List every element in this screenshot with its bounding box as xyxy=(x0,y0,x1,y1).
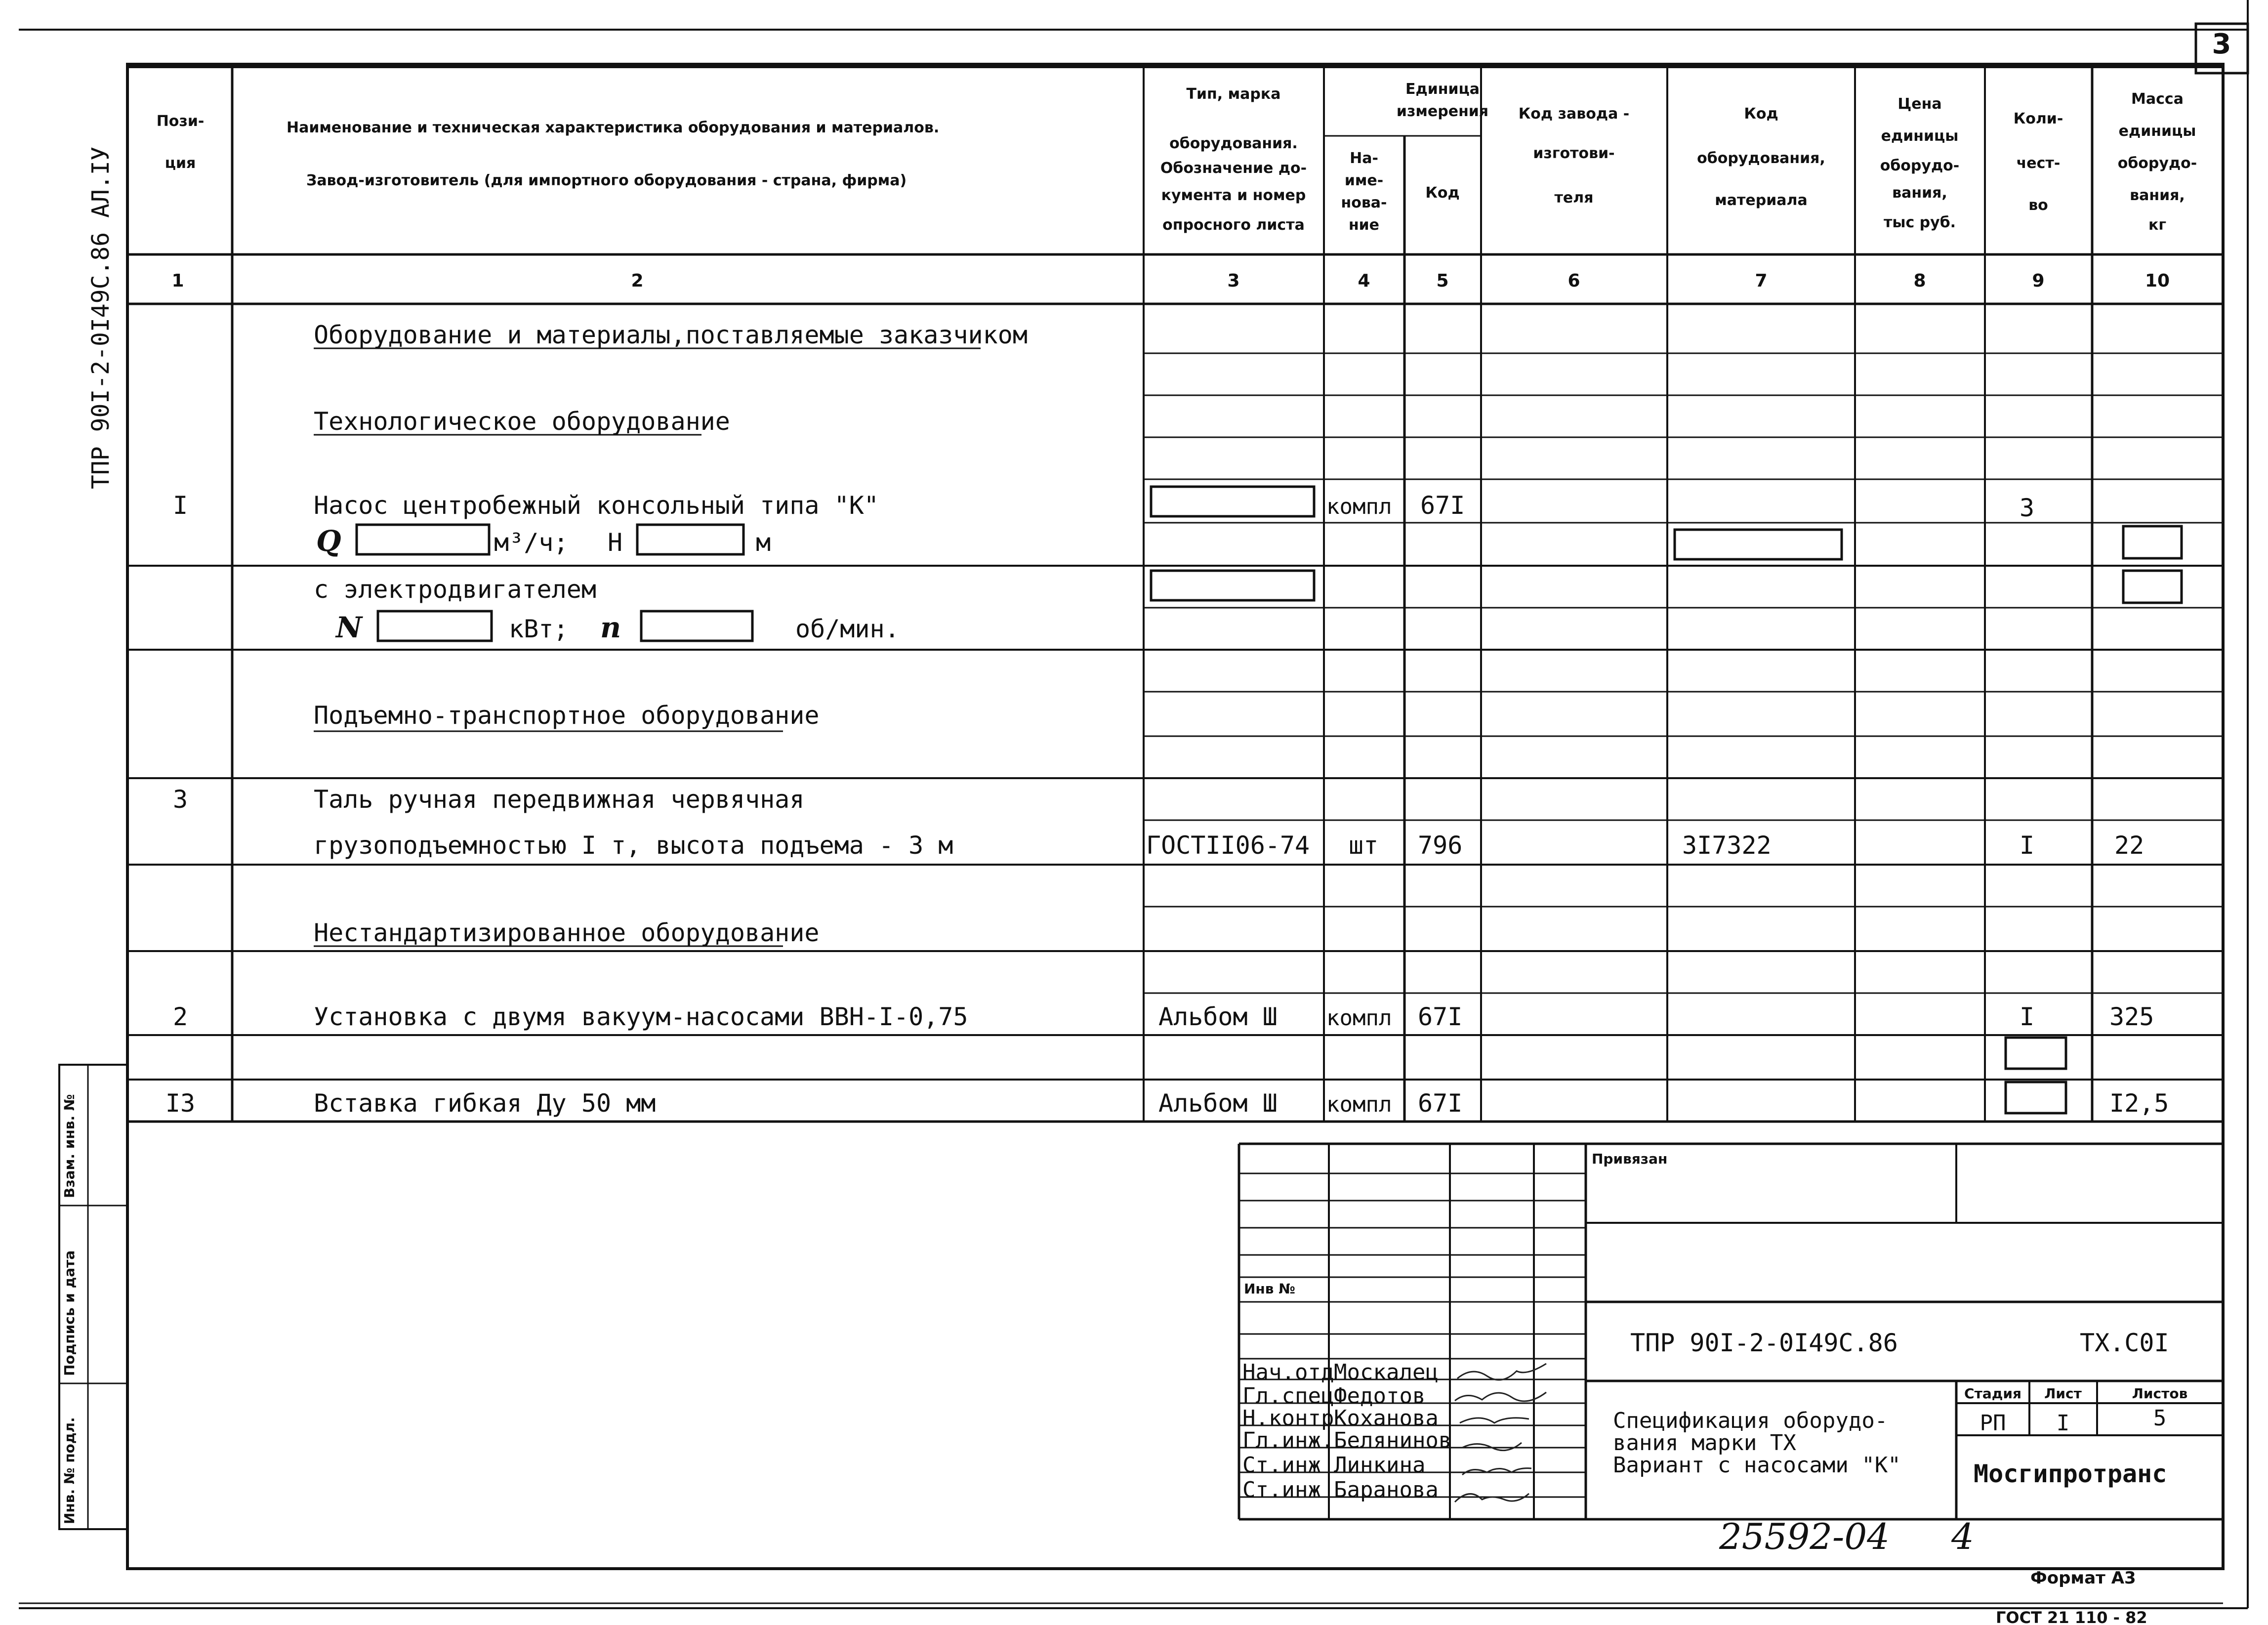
svg-text:измерения: измерения xyxy=(1396,103,1489,120)
n-label: N xyxy=(336,611,363,644)
header-unit xyxy=(1341,81,1488,234)
header-position xyxy=(157,113,205,172)
header-quantity xyxy=(2014,110,2063,214)
svg-text:оборудования,: оборудования, xyxy=(1697,150,1825,167)
section-tech: Технологическое оборудование xyxy=(314,407,730,436)
hoist-mass: 22 xyxy=(2114,831,2144,860)
svg-text:На-: На- xyxy=(1350,150,1378,167)
role-2: Гл.спец xyxy=(1242,1383,1334,1409)
svg-text:вания,: вания, xyxy=(2130,187,2185,204)
header-mass xyxy=(2118,90,2197,234)
svg-text:материала: материала xyxy=(1715,192,1808,209)
gost-label: ГОСТ 21 110 - 82 xyxy=(1996,1608,2147,1625)
title-line-1: Спецификация оборудо- xyxy=(1613,1408,1888,1433)
n-unit: кВт; xyxy=(509,615,569,643)
name-6: Баранова xyxy=(1334,1477,1439,1502)
header-equipment-code xyxy=(1697,105,1825,209)
stamp-signature-date: Подпись и дата xyxy=(61,1250,78,1376)
q-label: Q xyxy=(316,524,341,558)
insert-position: I3 xyxy=(165,1089,196,1118)
signatures xyxy=(1455,1364,1546,1502)
vacuum-code: 67I xyxy=(1418,1002,1463,1031)
section-lift: Подъемно-транспортное оборудование xyxy=(314,701,820,730)
vacuum-doc: Альбом Ш xyxy=(1158,1002,1278,1031)
svg-text:вания,: вания, xyxy=(1892,184,1947,202)
section-customer: Оборудование и материалы,поставляемые заказчиком xyxy=(314,321,1028,349)
handwritten-page: 4 xyxy=(1951,1516,1974,1557)
header-price xyxy=(1880,95,1960,231)
svg-text:4: 4 xyxy=(1358,271,1370,291)
doc-code: ТПР 90I-2-0I49С.86 xyxy=(1630,1329,1898,1357)
sheets-value: 5 xyxy=(2153,1406,2167,1431)
svg-text:Тип, марка: Тип, марка xyxy=(1186,85,1281,103)
svg-text:ция: ция xyxy=(165,155,196,172)
table-body xyxy=(165,321,2169,1118)
svg-text:7: 7 xyxy=(1755,271,1768,291)
pump-code: 67I xyxy=(1420,491,1465,520)
sheet-label: Лист xyxy=(2044,1385,2082,1402)
column-numbers xyxy=(171,271,2170,291)
svg-text:Пози-: Пози- xyxy=(156,113,205,130)
title-line-2: вания марки ТХ xyxy=(1613,1430,1796,1456)
insert-name: Вставка гибкая Ду 50 мм xyxy=(314,1089,656,1118)
svg-text:Код завода -: Код завода - xyxy=(1518,105,1630,123)
svg-text:изготови-: изготови- xyxy=(1533,145,1615,162)
hoist-position: 3 xyxy=(172,785,188,814)
svg-text:во: во xyxy=(2028,197,2048,214)
svg-text:Коли-: Коли- xyxy=(2013,110,2063,127)
svg-text:единицы: единицы xyxy=(1881,127,1959,145)
svg-text:нова-: нова- xyxy=(1341,194,1387,211)
svg-text:6: 6 xyxy=(1567,271,1580,291)
inv-no-label: Инв № xyxy=(1244,1281,1295,1297)
stage-label: Стадия xyxy=(1964,1385,2021,1402)
vacuum-position: 2 xyxy=(172,1002,188,1031)
svg-text:Цена: Цена xyxy=(1897,95,1942,113)
role-3: Н.контр xyxy=(1242,1406,1334,1431)
header-name xyxy=(287,119,939,189)
vacuum-unit: компл xyxy=(1326,1005,1392,1031)
section-nonstandard: Нестандартизированное оборудование xyxy=(314,918,820,947)
stamp-inv-no: Инв. № подл. xyxy=(61,1417,78,1524)
privyazan-label: Привязан xyxy=(1592,1151,1668,1167)
svg-text:кумента и номер: кумента и номер xyxy=(1161,187,1306,204)
svg-text:чест-: чест- xyxy=(2016,155,2061,172)
role-1: Нач.отд xyxy=(1242,1360,1334,1385)
q-unit: м³/ч; xyxy=(494,528,569,557)
svg-text:Масса: Масса xyxy=(2131,90,2184,108)
stage-value: РП xyxy=(1979,1411,2006,1436)
motor-label: с электродвигателем xyxy=(314,575,596,604)
hoist-name-2: грузоподъемностью I т, высота подъема - 3 м xyxy=(314,831,953,860)
organization: Мосгипротранс xyxy=(1974,1459,2167,1488)
svg-text:2: 2 xyxy=(631,271,644,291)
title-line-3: Вариант с насосами "К" xyxy=(1613,1453,1901,1478)
doc-mark: ТХ.С0I xyxy=(2080,1329,2169,1357)
svg-text:Обозначение до-: Обозначение до- xyxy=(1160,160,1307,177)
rpm-label: n xyxy=(600,611,621,644)
role-4: Гл.инж. xyxy=(1242,1428,1334,1453)
role-6: Ст.инж xyxy=(1242,1477,1321,1502)
vacuum-name: Установка с двумя вакуум-насосами ВВН-I-0,75 xyxy=(314,1002,968,1031)
svg-text:оборудования.: оборудования. xyxy=(1169,135,1298,152)
name-4: Белянинов xyxy=(1334,1428,1452,1453)
h-unit: м xyxy=(756,528,771,557)
stamp-replaced-inv: Взам. инв. № xyxy=(61,1094,78,1198)
svg-text:Единица: Единица xyxy=(1405,81,1480,98)
name-1: Москалец xyxy=(1334,1360,1439,1385)
svg-text:5: 5 xyxy=(1436,271,1449,291)
svg-text:име-: име- xyxy=(1344,172,1384,189)
sheet-corner-number: 3 xyxy=(2212,28,2231,60)
header-type xyxy=(1160,85,1307,234)
pump-unit: компл xyxy=(1326,494,1392,519)
hoist-equipment-code: 3I7322 xyxy=(1682,831,1772,860)
sheet-value: I xyxy=(2056,1411,2070,1436)
insert-mass: I2,5 xyxy=(2109,1089,2169,1118)
svg-text:кг: кг xyxy=(2148,216,2167,234)
svg-text:тыс руб.: тыс руб. xyxy=(1883,214,1956,231)
svg-text:оборудо-: оборудо- xyxy=(1880,157,1960,174)
name-5: Линкина xyxy=(1334,1453,1426,1478)
role-5: Ст.инж xyxy=(1242,1453,1321,1478)
title-block xyxy=(1242,1151,2187,1502)
svg-text:теля: теля xyxy=(1554,189,1594,207)
hoist-qty: I xyxy=(2020,831,2035,860)
hoist-name-1: Таль ручная передвижная червячная xyxy=(314,785,805,814)
vacuum-qty: I xyxy=(2020,1002,2035,1031)
sheets-label: Листов xyxy=(2132,1385,2188,1402)
pump-name: Насос центробежный консольный типа "К" xyxy=(314,491,879,520)
h-label: Н xyxy=(608,528,623,557)
name-3: Коханова xyxy=(1334,1406,1439,1431)
svg-text:ние: ние xyxy=(1348,216,1380,234)
svg-text:Завод-изготовитель (для импор: Завод-изготовитель (для импортного оборудования - страна, фирма) xyxy=(306,172,907,189)
insert-unit: компл xyxy=(1326,1092,1392,1117)
format-label: Формат А3 xyxy=(2030,1568,2136,1588)
svg-text:опросного листа: опросного листа xyxy=(1162,216,1305,234)
svg-text:оборудо-: оборудо- xyxy=(2117,155,2197,172)
svg-text:Код: Код xyxy=(1744,105,1778,123)
handwritten-number: 25592-04 xyxy=(1719,1516,1890,1557)
side-document-label: ТПР 90I-2-0I49С.86 АЛ.IУ xyxy=(87,146,115,489)
hoist-code: 796 xyxy=(1418,831,1463,860)
insert-code: 67I xyxy=(1418,1089,1463,1118)
svg-text:8: 8 xyxy=(1913,271,1926,291)
vacuum-mass: 325 xyxy=(2109,1002,2154,1031)
name-2: Федотов xyxy=(1334,1383,1426,1409)
rpm-unit: об/мин. xyxy=(795,615,900,643)
pump-qty: 3 xyxy=(2020,494,2035,522)
svg-text:3: 3 xyxy=(1227,271,1240,291)
svg-text:единицы: единицы xyxy=(2118,123,2196,140)
svg-text:1: 1 xyxy=(171,271,184,291)
svg-text:9: 9 xyxy=(2032,271,2045,291)
insert-doc: Альбом Ш xyxy=(1158,1089,1278,1118)
hoist-unit: шт xyxy=(1349,831,1379,860)
svg-text:Код: Код xyxy=(1425,184,1460,202)
header-plant-code xyxy=(1519,105,1629,207)
hoist-doc: ГОСТII06-74 xyxy=(1146,831,1310,860)
pump-position: I xyxy=(172,491,188,520)
svg-text:Наименование и техническая хар: Наименование и техническая характеристика оборудования и материалов. xyxy=(287,119,940,136)
svg-text:10: 10 xyxy=(2144,271,2170,291)
